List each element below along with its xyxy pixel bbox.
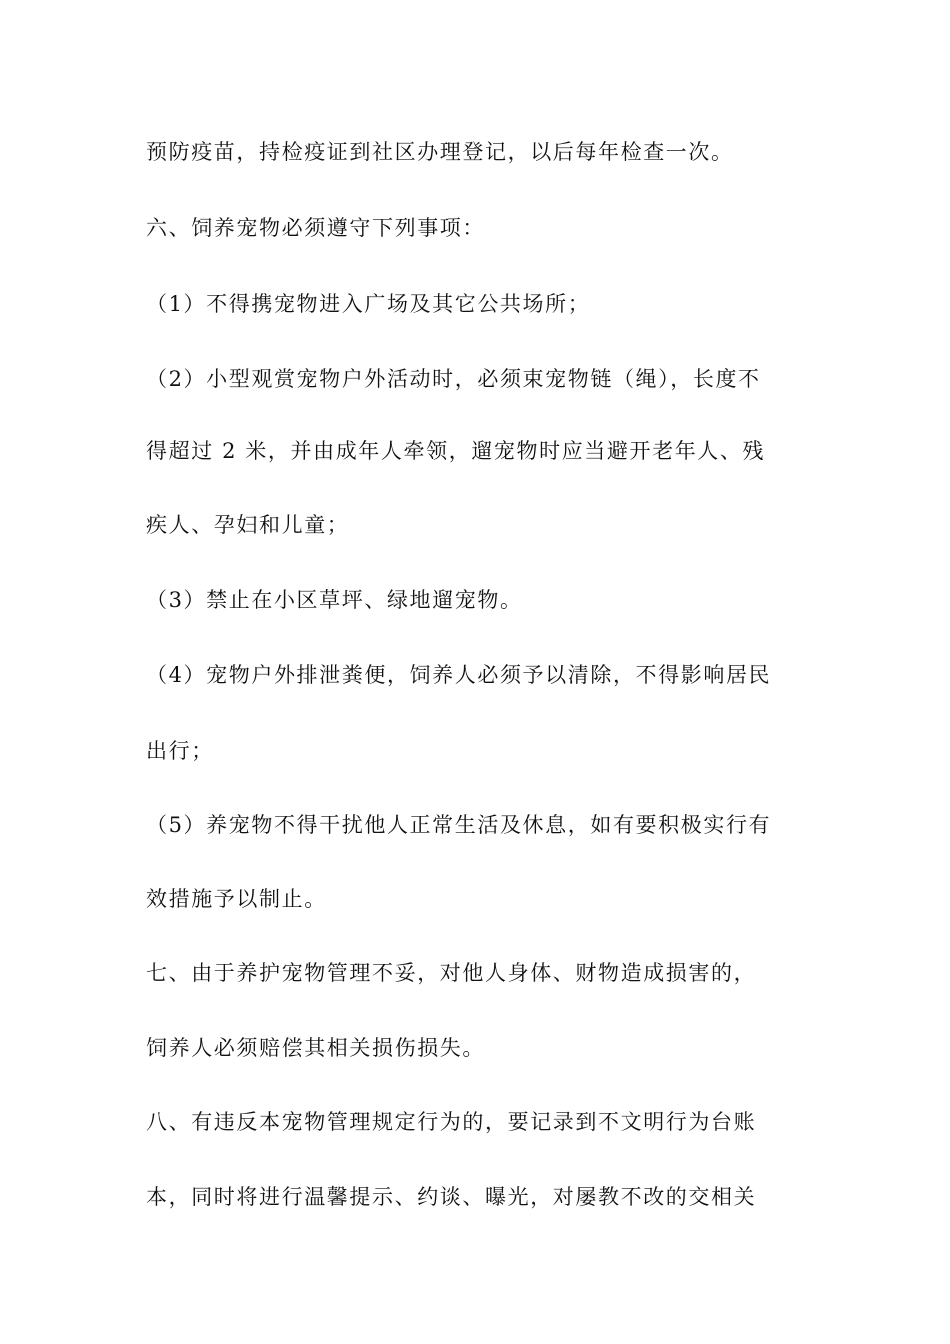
rule-item-4-line-1: （4）宠物户外排泄粪便，饲养人必须予以清除，不得影响居民 — [146, 663, 772, 687]
text-line-1: 预防疫苗，持检疫证到社区办理登记，以后每年检查一次。 — [146, 140, 734, 164]
section-seven-line-2: 饲养人必须赔偿其相关损伤损失。 — [146, 1036, 485, 1060]
rule-item-1: （1）不得携宠物进入广场及其它公共场所； — [146, 292, 591, 316]
rule-item-5-line-2: 效措施予以制止。 — [146, 887, 327, 911]
rule-item-2-line-2: 得超过 2 米，并由成年人牵领，遛宠物时应当避开老年人、残 — [146, 439, 766, 463]
section-six-heading: 六、饲养宠物必须遵守下列事项： — [146, 216, 485, 240]
section-eight-line-2: 本，同时将进行温馨提示、约谈、曝光，对屡教不改的交相关 — [146, 1185, 757, 1209]
section-seven-line-1: 七、由于养护宠物管理不妥，对他人身体、财物造成损害的， — [146, 961, 757, 985]
rule-item-3: （3）禁止在小区草坪、绿地遛宠物。 — [146, 588, 523, 612]
rule-item-4-line-2: 出行； — [146, 739, 214, 763]
rule-item-2-line-1: （2）小型观赏宠物户外活动时，必须束宠物链（绳），长度不 — [146, 367, 761, 391]
rule-item-2-line-3: 疾人、孕妇和儿童； — [146, 513, 350, 537]
rule-item-5-line-1: （5）养宠物不得干扰他人正常生活及休息，如有要积极实行有 — [146, 813, 772, 837]
section-eight-line-1: 八、有违反本宠物管理规定行为的，要记录到不文明行为台账 — [146, 1110, 757, 1134]
